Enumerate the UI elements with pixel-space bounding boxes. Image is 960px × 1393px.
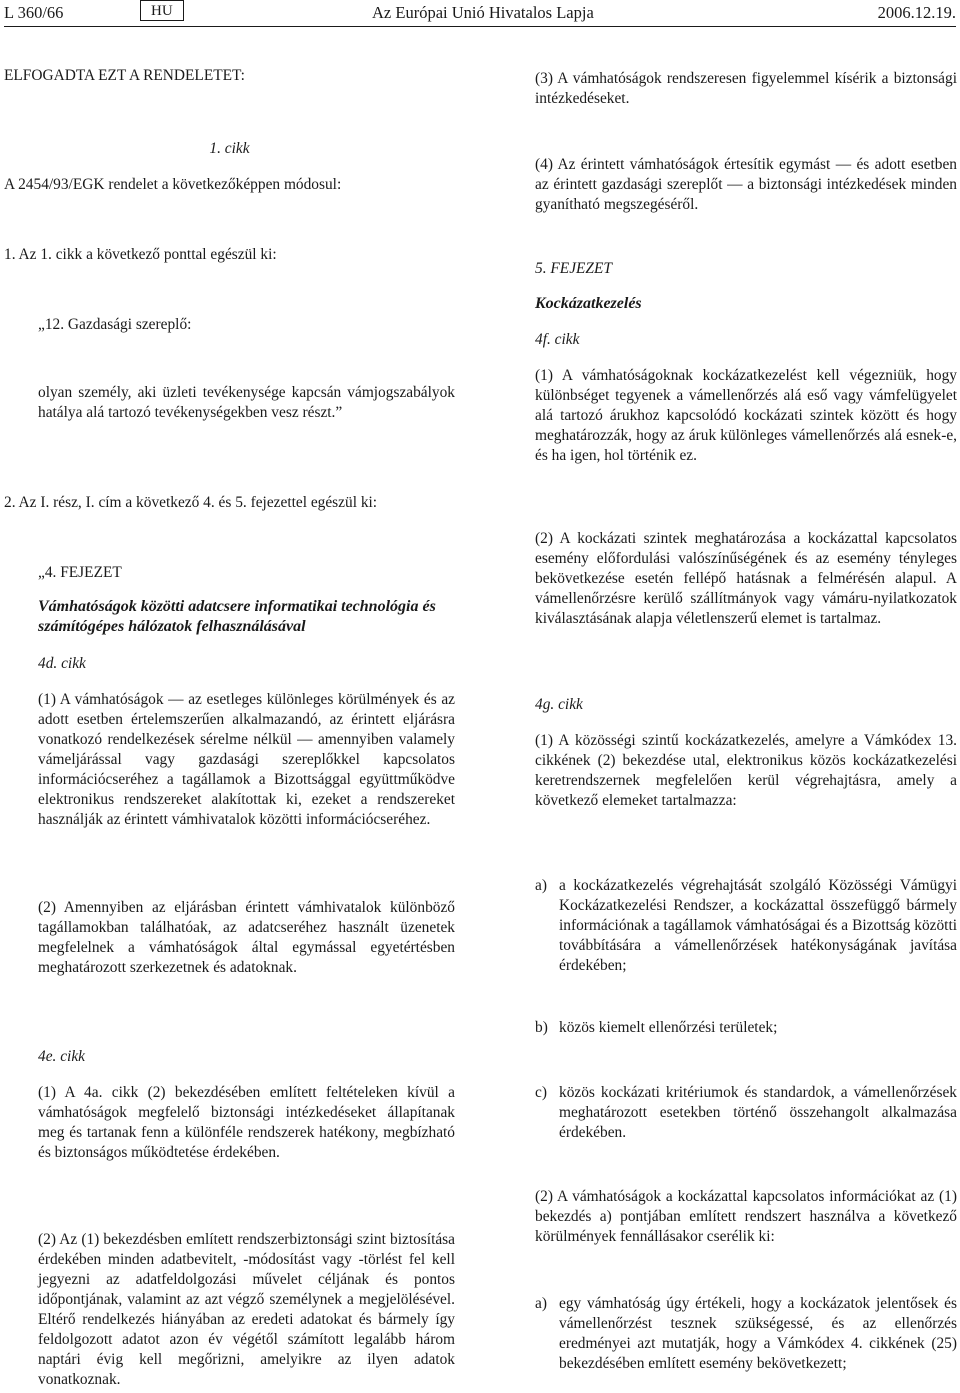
list-item [535, 1018, 957, 1038]
list-item [535, 876, 957, 976]
point-1: 1. Az 1. cikk a következő ponttal egészül ki: [4, 246, 277, 263]
list-item-text: közös kockázati kritériumok és standardok, a vámellenőrzések meghatározott esetekben történő összehangolt alkalmazása érdekében. [559, 1084, 957, 1141]
chapter-4-title: Vámhatóságok közötti adatcsere informatikai technológia és számítógépes hálózatok felhasználásával [38, 598, 436, 635]
list-item-label: a) [535, 877, 547, 894]
chapter-4-label: „4. FEJEZET [38, 564, 122, 581]
article-4e-paragraph-2: (2) Az (1) bekezdésben említett rendszerbiztonsági szint biztosítása érdekében minden adatbevitelt, -módosítást vagy -törlést fel kell jegyezni az adatfeldolgozási művelet céljának és pontos időpontjának, valamint az azt végző személynek a megjelölésével. Eltérő rendelkezés hiányában az eredeti adatokat és bármely így feldolgozott adatot azon év végétől számított legalább három naptári évig kell megőrizni, amelyikre az ilyen adatok vonatkoznak. [38, 1231, 455, 1388]
definition-text: olyan személy, aki üzleti tevékenysége kapcsán vámjogszabályok hatálya alá tartozó tevékenységekben vesz részt.” [38, 384, 455, 421]
publication-date: 2006.12.19. [877, 3, 956, 22]
point-2: 2. Az I. rész, I. cím a következő 4. és 5. fejezettel egészül ki: [4, 494, 378, 511]
language-badge: HU [140, 0, 184, 21]
definition-title: „12. Gazdasági szereplő: [38, 316, 192, 333]
list-item [535, 1083, 957, 1143]
article-4d-paragraph-2: (2) Amennyiben az eljárásban érintett vámhivatalok különböző tagállamokban találhatóak, az adatcseréhez használt üzenetek megfelelnek a vámhatóságok által egymással egyetértésben meghatározott szerkezetnek és adatoknak. [38, 899, 455, 976]
article-4e-paragraph-1: (1) A 4a. cikk (2) bekezdésében említett feltételeken kívül a vámhatóságok megfelelő biztonsági intézkedéseket állapítanak meg és tartanak fenn a különféle rendszerek hatékony, megbízható és biztonságos működtetése érdekében. [38, 1084, 455, 1161]
article-4d-paragraph-1: (1) A vámhatóságok — az esetleges különleges körülmények és az adott esetben értelemszerűen alkalmazandó, az érintett eljárásra vonatkozó rendelkezések sérelme nélkül — amennyiben valamely vámeljárással vagy gazdasági szereplőkkel kapcsolatos információcseréhez a tagállamok a Bizottsággal együttműködve elektronikus rendszereket alakítottak ki, ezeket a rendszereket használják az érintett vámhivatalok közötti információcseréhez. [38, 691, 455, 828]
list-item-label: b) [535, 1019, 548, 1036]
page-reference: L 360/66 [4, 3, 64, 22]
article-4f-paragraph-2: (2) A kockázati szintek meghatározása a kockázattal kapcsolatos esemény előfordulási valószínűségének és az esemény tényleges bekövetkezése esetén fellépő hatásnak a felmérésén alapul. A vámellenőrzésre kerülő szállítmányok vagy vámáru-nyilatkozatok kiválasztásának alapja véletlenszerű elemet is tartalmaz. [535, 530, 957, 627]
journal-title: Az Európai Unió Hivatalos Lapja [372, 3, 594, 22]
page-header [4, 0, 956, 27]
list-item-text: közös kiemelt ellenőrzési területek; [559, 1019, 778, 1036]
list-item-text: a kockázatkezelés végrehajtását szolgáló Közösségi Vámügyi Kockázatkezelési Rendszer, a kockázattal összefüggő bármely információnak a tagállamok vámhatóságai és a Bizottság közötti továbbítására a vámellenőrzések hatékonyságának javítása érdekében; [559, 877, 957, 974]
article-4e-paragraph-4: (4) Az érintett vámhatóságok értesítik egymást — és adott esetben az érintett gazdasági szereplőt — a biztonsági intézkedések minden gyanítható megszegéséről. [535, 156, 957, 213]
amendment-intro: A 2454/93/EGK rendelet a következőképpen módosul: [4, 176, 342, 193]
chapter-5-label: 5. FEJEZET [535, 260, 612, 277]
article-4e-paragraph-3: (3) A vámhatóságok rendszeresen figyelemmel kísérik a biztonsági intézkedéseket. [535, 70, 957, 107]
article-4e-heading: 4e. cikk [38, 1048, 85, 1065]
list-item [535, 1294, 957, 1374]
article-4f-paragraph-1: (1) A vámhatóságoknak kockázatkezelést kell végezniük, hogy különbséget tegyenek a vámellenőrzés alá eső vagy vámfelügyelet alá tartozó árukhoz kapcsolódó kockázati szintek között és hogy meghatározzák, hogy az áruk különleges vámellenőrzés alá esnek-e, és ha igen, hol történik ez. [535, 367, 957, 464]
chapter-5-title: Kockázatkezelés [535, 295, 642, 312]
list-item-text: egy vámhatóság úgy értékeli, hogy a kockázatok jelentősek és vámellenőrzést tesznek szükségessé, és az ellenőrzés eredményei azt mutatják, hogy a Vámkódex 4. cikkének (25) bekezdésében említett esemény bekövetkezett; [559, 1295, 957, 1372]
adopted-statement: ELFOGADTA EZT A RENDELETET: [4, 67, 245, 84]
article-4g-paragraph-2: (2) A vámhatóságok a kockázattal kapcsolatos információkat az (1) bekezdés a) pontjában említett rendszert használva a következő körülmények fennállásakor cserélik ki: [535, 1188, 957, 1245]
article-4f-heading: 4f. cikk [535, 331, 580, 348]
article-4g-heading: 4g. cikk [535, 696, 583, 713]
list-item-label: a) [535, 1295, 547, 1312]
article-4d-heading: 4d. cikk [38, 655, 86, 672]
list-item-label: c) [535, 1084, 547, 1101]
article-1-heading: 1. cikk [209, 140, 250, 157]
article-4g-paragraph-1: (1) A közösségi szintű kockázatkezelés, amelyre a Vámkódex 13. cikkének (2) bekezdése utal, elektronikus közös kockázatkezelési keretrendszernek megfelelően kerül végrehajtásra, amely a következő elemeket tartalmazza: [535, 732, 957, 809]
